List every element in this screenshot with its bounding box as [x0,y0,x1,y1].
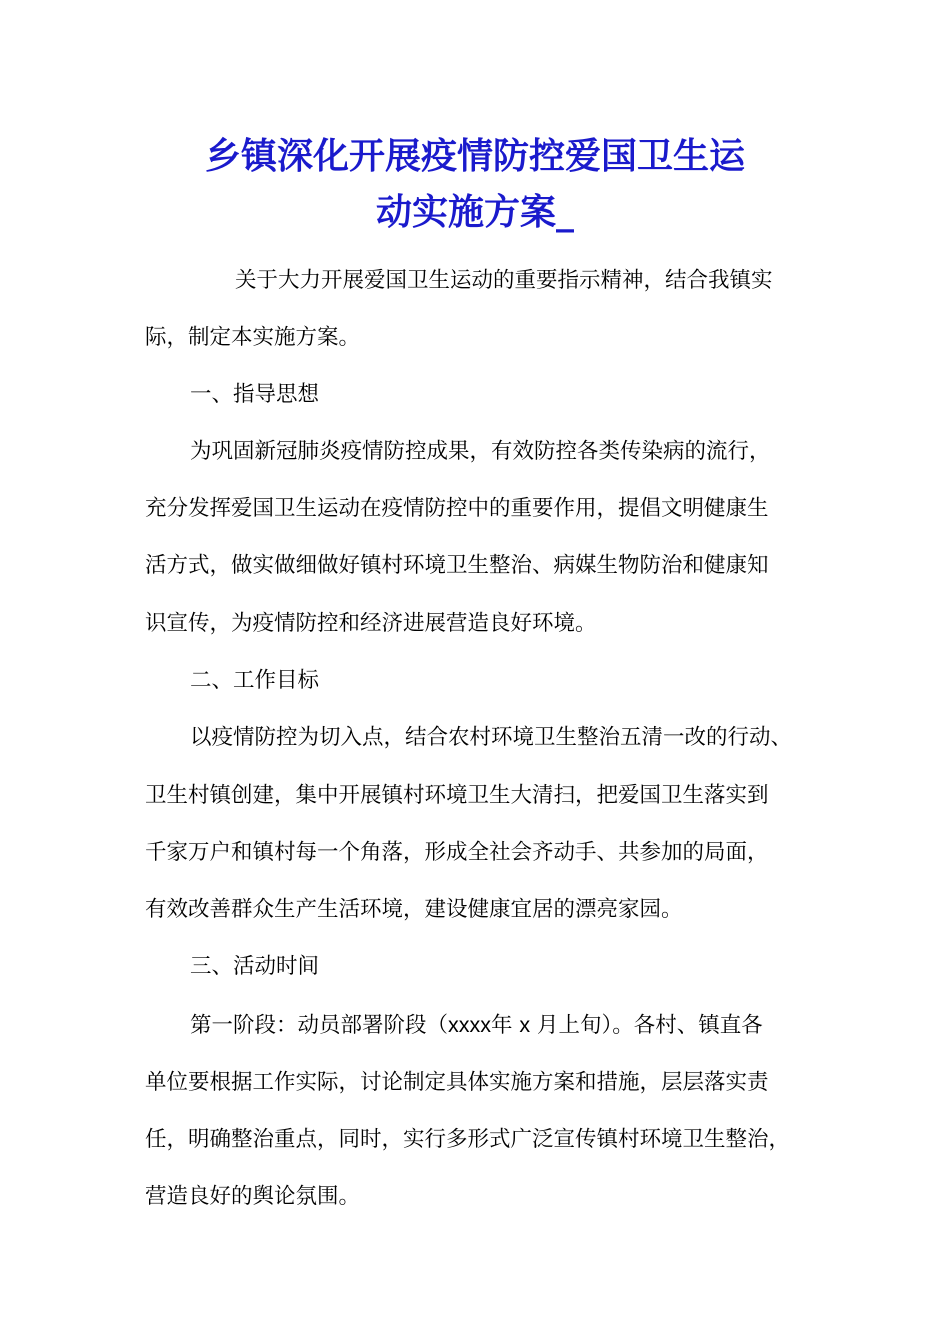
section2-line-3: 千家万户和镇村每一个角落，形成全社会齐动手、共参加的局面， [145,840,769,865]
stage1-prefix: 第一阶段：动员部署阶段（ [190,1013,449,1038]
section-heading-activity-time: 三、活动时间 [190,954,320,979]
stage1-month: x [519,1013,531,1037]
section3-line-3: 任，明确整治重点，同时，实行多形式广泛宣传镇村环境卫生整治， [145,1127,791,1152]
section2-line-4: 有效改善群众生产生活环境，建设健康宜居的漂亮家园。 [145,897,683,922]
section2-line-2: 卫生村镇创建，集中开展镇村环境卫生大清扫，把爱国卫生落实到 [145,783,769,808]
section3-line-4: 营造良好的舆论氛围。 [145,1184,361,1209]
section2-line-1: 以疫情防控为切入点，结合农村环境卫生整治五清一改的行动、 [190,725,793,750]
section1-line-1: 为巩固新冠肺炎疫情防控成果，有效防控各类传染病的流行， [190,439,771,464]
stage1-year-unit: 年 [491,1013,513,1038]
section3-stage1-line [190,1010,763,1041]
document-title-line-1: 乡镇深化开展疫情防控爱国卫生运 [204,136,745,177]
document-title-line-2: 动实施方案_ [375,192,574,233]
section1-line-3: 活方式，做实做细做好镇村环境卫生整治、病媒生物防治和健康知 [145,553,769,578]
stage1-year: xxxx [448,1013,492,1037]
stage1-month-unit: 月上旬）。各村、镇直各 [536,1013,763,1038]
section-heading-work-goals: 二、工作目标 [190,668,320,693]
intro-line-2: 际，制定本实施方案。 [145,325,361,350]
section1-line-4: 识宣传，为疫情防控和经济进展营造良好环境。 [145,611,597,636]
section1-line-2: 充分发挥爱国卫生运动在疫情防控中的重要作用，提倡文明健康生 [145,496,769,521]
intro-line-1: 关于大力开展爱国卫生运动的重要指示精神，结合我镇实 [235,268,773,293]
section3-line-2: 单位要根据工作实际，讨论制定具体实施方案和措施，层层落实责 [145,1070,769,1095]
section-heading-guiding-ideology: 一、指导思想 [190,382,320,407]
